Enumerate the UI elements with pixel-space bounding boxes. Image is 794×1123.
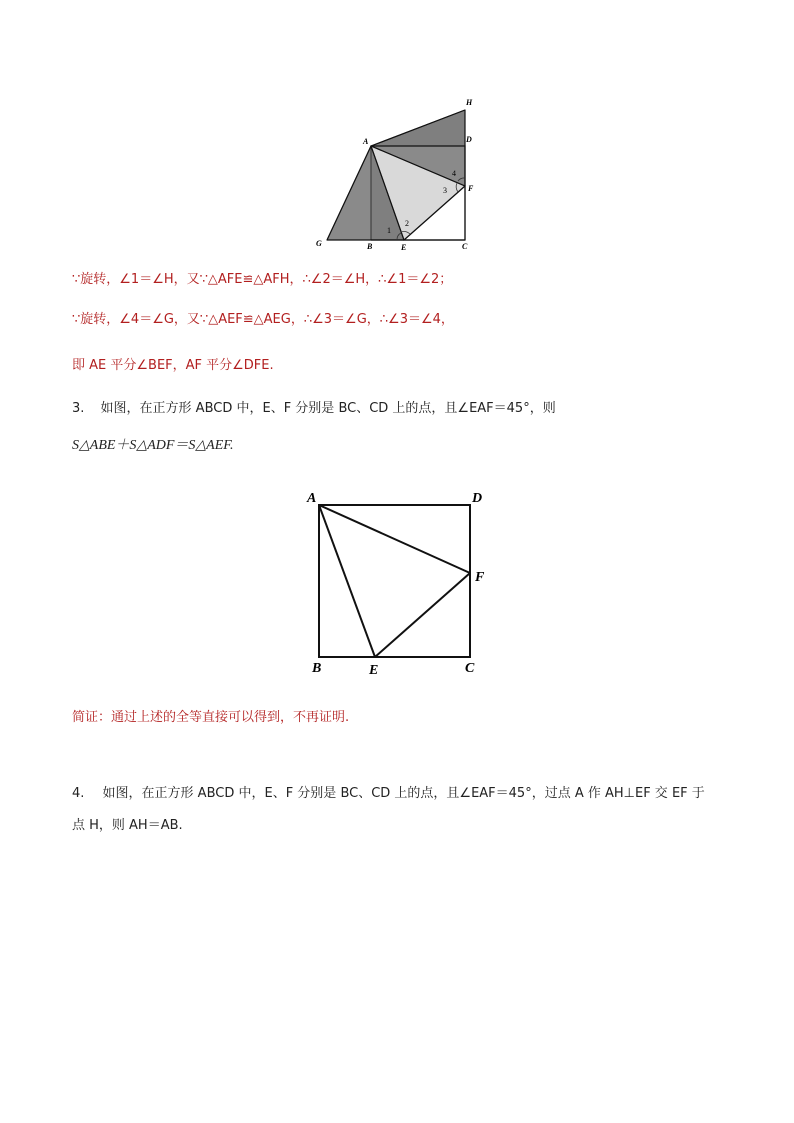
- brief-proof: 简证：通过上述的全等直接可以得到，不再证明.: [72, 710, 350, 725]
- problem-3-text: 如图，在正方形 ABCD 中，E、F 分别是 BC、CD 上的点，且∠EAF＝45°，则: [100, 401, 556, 416]
- fig2-label-e: E: [369, 663, 379, 678]
- problem-4-text-1: 如图，在正方形 ABCD 中，E、F 分别是 BC、CD 上的点，且∠EAF＝45°，过点 A 作 AH⊥EF 交 EF 于: [102, 786, 705, 801]
- problem-3-formula: S△ABE＋S△ADF＝S△AEF.: [72, 438, 234, 453]
- figure-2-square-diagram: [300, 485, 500, 680]
- segment-ef: [375, 573, 470, 657]
- fig2-label-f: F: [475, 570, 485, 585]
- fig1-label-g: G: [316, 239, 322, 248]
- fig1-label-e: E: [401, 243, 407, 252]
- proof-line-2: ∵旋转，∠4＝∠G，又∵△AEF≌△AEG，∴∠3＝∠G，∴∠3＝∠4，: [72, 312, 454, 327]
- segment-ae: [319, 505, 375, 657]
- problem-3-number: 3.: [72, 401, 85, 416]
- fig1-label-f: F: [468, 184, 474, 193]
- proof-line-1: ∵旋转，∠1＝∠H，又∵△AFE≌△AFH，∴∠2＝∠H，∴∠1＝∠2；: [72, 272, 453, 287]
- figure-1-rotation-diagram: [310, 95, 485, 255]
- fig1-label-h: H: [466, 98, 473, 107]
- fig1-label-d: D: [466, 135, 472, 144]
- angle-label-4: 4: [452, 169, 456, 178]
- angle-label-2: 2: [405, 219, 409, 228]
- fig1-label-c: C: [462, 242, 468, 251]
- problem-4-statement-line-1: [72, 785, 705, 803]
- segment-af: [319, 505, 470, 573]
- fig2-label-d: D: [472, 491, 483, 506]
- fig1-label-b: B: [367, 242, 373, 251]
- proof-line-3: 即 AE 平分∠BEF，AF 平分∠DFE.: [72, 358, 274, 373]
- fig2-label-c: C: [465, 661, 475, 676]
- problem-4-statement-line-2: 点 H，则 AH＝AB.: [72, 818, 183, 833]
- fig1-label-a: A: [363, 137, 369, 146]
- fig2-label-a: A: [307, 491, 317, 506]
- problem-3-statement: [72, 400, 556, 418]
- fig2-label-b: B: [312, 661, 322, 676]
- angle-label-3: 3: [443, 186, 447, 195]
- angle-label-1: 1: [387, 226, 391, 235]
- square-abcd: [319, 505, 470, 657]
- problem-4-number: 4.: [72, 786, 85, 801]
